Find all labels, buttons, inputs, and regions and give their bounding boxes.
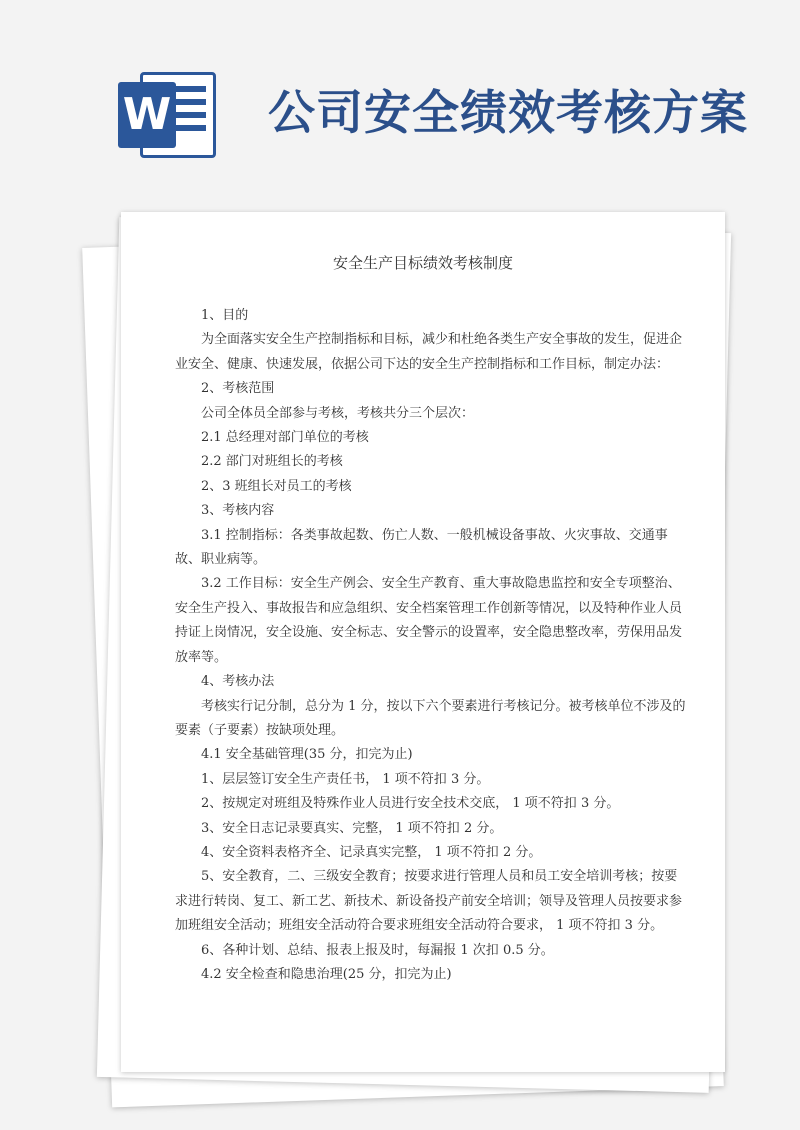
list-item: 6、各种计划、总结、报表上报及时，每漏报 1 次扣 0.5 分。 xyxy=(201,942,554,958)
word-letter-badge: W xyxy=(118,82,176,148)
section-heading: 3、考核内容 xyxy=(201,503,275,519)
paragraph: 3.2 工作目标：安全生产例会、安全生产教育、重大事故隐患监控和安全专项整治、安全生产投入、事故报告和应急组织、安全档案管理工作创新等情况，以及特种作业人员持证上岗情况，安全设施、安全标志、安全警示的设置率，安全隐患整改率，劳保用品发放率等。 xyxy=(175,576,683,665)
word-document-icon xyxy=(118,72,218,158)
list-item: 5、安全教育，二、三级安全教育；按要求进行管理人员和员工安全培训考核；按要求进行转岗、复工、新工艺、新技术、新设备投产前安全培训；领导及管理人员按要求参加班组安全活动；班组安全活动符合要求班组安全活动符合要求， 1 项不符扣 3 分。 xyxy=(175,869,683,934)
document-title: 安全生产目标绩效考核制度 xyxy=(332,254,513,272)
list-item: 2.1 总经理对部门单位的考核 xyxy=(201,430,369,446)
page-title: 公司安全绩效考核方案 xyxy=(268,86,748,141)
list-item: 2、3 班组长对员工的考核 xyxy=(201,478,352,494)
document-page xyxy=(121,212,725,1072)
section-heading: 2、考核范围 xyxy=(201,381,275,397)
header-banner xyxy=(0,0,800,200)
list-item: 3、安全日志记录要真实、完整， 1 项不符扣 2 分。 xyxy=(201,820,503,836)
list-item: 2.2 部门对班组长的考核 xyxy=(201,454,343,470)
document-body xyxy=(175,304,687,987)
section-heading: 1、目的 xyxy=(201,308,249,323)
paragraph: 为全面落实安全生产控制指标和目标，减少和杜绝各类生产安全事故的发生，促进企业安全、健康、快速发展，依据公司下达的安全生产控制指标和工作目标，制定办法： xyxy=(175,332,683,372)
subsection-heading: 4.2 安全检查和隐患治理(25 分，扣完为止) xyxy=(201,966,452,982)
subsection-heading: 4.1 安全基础管理(35 分，扣完为止) xyxy=(201,747,413,763)
list-item: 2、按规定对班组及特殊作业人员进行安全技术交底， 1 项不符扣 3 分。 xyxy=(201,796,620,812)
list-item: 1、层层签订安全生产责任书， 1 项不符扣 3 分。 xyxy=(201,771,490,787)
section-heading: 4、考核办法 xyxy=(201,674,275,690)
paragraph: 3.1 控制指标：各类事故起数、伤亡人数、一般机械设备事故、火灾事故、交通事故、职业病等。 xyxy=(175,527,668,568)
paragraph: 考核实行记分制，总分为 1 分，按以下六个要素进行考核记分。被考核单位不涉及的要素（子要素）按缺项处理。 xyxy=(175,698,686,738)
paragraph: 公司全体员全部参与考核，考核共分三个层次： xyxy=(201,405,475,421)
list-item: 4、安全资料表格齐全、记录真实完整， 1 项不符扣 2 分。 xyxy=(201,844,542,860)
